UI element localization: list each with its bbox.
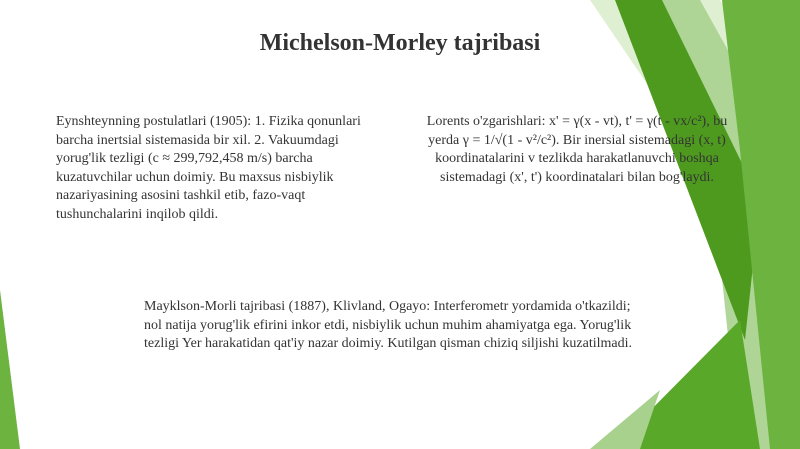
slide-title: Michelson-Morley tajribasi — [259, 30, 541, 56]
left-green-sliver — [0, 290, 20, 449]
michelson-morley-text: Mayklson-Morli tajribasi (1887), Klivland, Ogayo: Interferometr yordamida o'tkazildi; nol natija yorug'lik efirini inkor etdi, nisbiylik uchun muhim ahamiyatga ega. Yorug'lik tezligi Yer harakatidan qat'iy nazar doimiy. Kutilgan qisman chiziq siljishi kuzatilmadi. — [144, 299, 633, 351]
lorentz-transformations-text: Lorents o'zgarishlari: x' = γ(x - vt), t' = γ(t - vx/c²), bu yerda γ = 1/√(1 - v²/c²). Bir inersial sistemadagi (x, t) koordinatalarini v tezlikda harakatlanuvchi boshqa sistemadagi (x', t') koordinatalari bilan bog'laydi. — [426, 114, 728, 185]
einstein-postulates-text: Eynshteynning postulatlari (1905): 1. Fizika qonunlari barcha inertsial sistemasida bir xil. 2. Vakuumdagi yorug'lik tezligi (c ≈ 299,792,458 m/s) barcha kuzatuvchilar uchun doimiy. Bu maxsus nisbiylik nazariyasining asosini tashkil etib, fazo-vaqt tushunchalarini inqilob qildi. — [56, 114, 361, 222]
